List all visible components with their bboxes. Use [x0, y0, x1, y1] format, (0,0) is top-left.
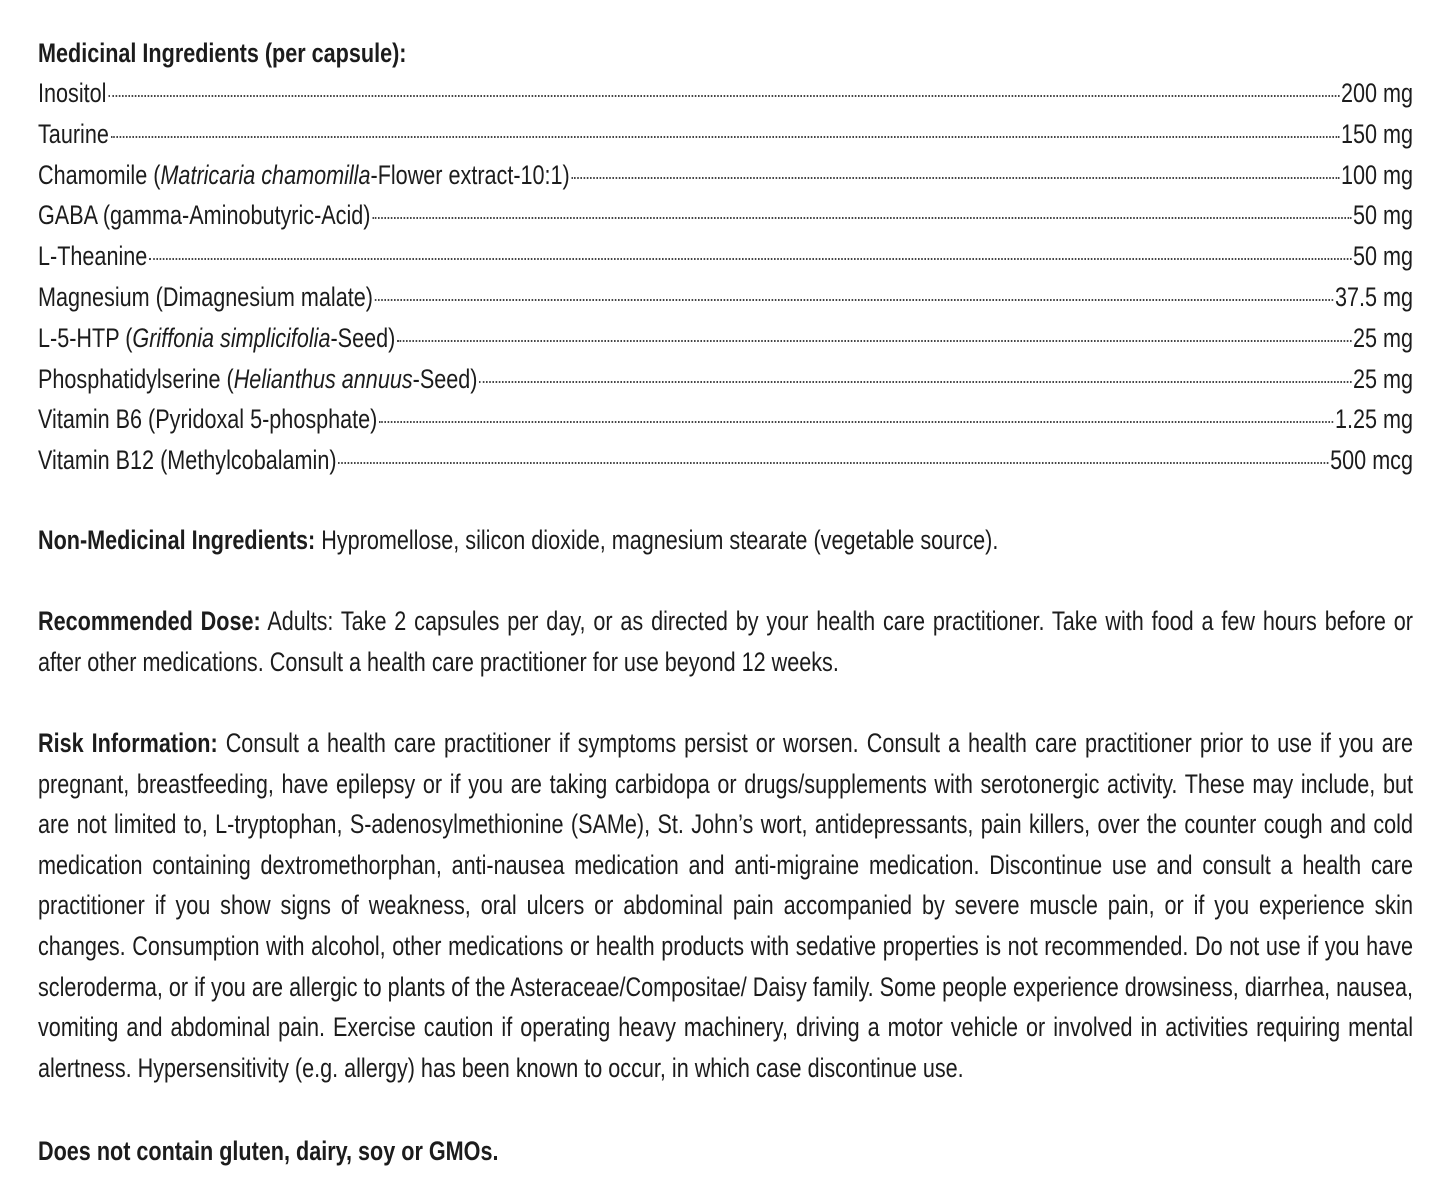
risk-information	[38, 723, 1413, 1088]
medicinal-heading: Medicinal Ingredients (per capsule):	[38, 38, 407, 68]
non-medicinal-label: Non-Medicinal Ingredients:	[38, 525, 316, 555]
dot-leader	[372, 217, 1351, 219]
ingredient-row	[38, 114, 1413, 155]
ingredient-row	[38, 195, 1413, 236]
ingredient-name: Chamomile (Matricaria chamomilla-Flower extract-10:1)	[38, 159, 570, 190]
ingredient-dose: 37.5 mg	[1334, 281, 1413, 312]
ingredient-dose: 25 mg	[1352, 363, 1413, 394]
ingredient-name: Vitamin B6 (Pyridoxal 5-phosphate)	[38, 404, 378, 435]
ingredient-row	[38, 73, 1413, 114]
ingredient-row	[38, 359, 1413, 400]
ingredient-dose: 25 mg	[1352, 322, 1413, 353]
ingredient-row	[38, 399, 1413, 440]
recommended-dose	[38, 601, 1413, 682]
dot-leader	[110, 136, 1339, 138]
ingredient-name: L-Theanine	[38, 241, 148, 272]
dot-leader	[571, 177, 1339, 179]
ingredient-name: GABA (gamma-Aminobutyric-Acid)	[38, 200, 371, 231]
risk-information-label: Risk Information:	[38, 728, 218, 758]
dot-leader	[375, 299, 1334, 301]
ingredient-name: Phosphatidylserine (Helianthus annuus-Seed)	[38, 363, 478, 394]
ingredient-name: Inositol	[38, 78, 107, 108]
dot-leader	[397, 340, 1351, 342]
medicinal-ingredient-list	[38, 73, 1413, 481]
allergen-statement: Does not contain gluten, dairy, soy or GMOs.	[38, 1136, 499, 1166]
ingredient-panel	[38, 33, 1414, 1166]
ingredient-row	[38, 236, 1413, 277]
dot-leader	[379, 421, 1333, 423]
recommended-dose-text: Adults: Take 2 capsules per day, or as directed by your health care practitioner. Take with food a few hours before or after other medications. Consult a health care practitioner for use beyond 12 weeks.	[38, 606, 1414, 677]
ingredient-dose: 50 mg	[1352, 200, 1413, 231]
ingredient-dose: 500 mcg	[1330, 445, 1413, 476]
dot-leader	[149, 258, 1351, 260]
ingredient-row	[38, 277, 1413, 318]
dot-leader	[338, 462, 1328, 464]
ingredient-dose: 150 mg	[1340, 118, 1413, 149]
ingredient-name: Vitamin B12 (Methylcobalamin)	[38, 445, 337, 476]
ingredient-dose: 100 mg	[1340, 159, 1413, 190]
dot-leader	[479, 381, 1351, 383]
ingredient-dose: 200 mg	[1340, 78, 1413, 108]
non-medicinal-text: Hypromellose, silicon dioxide, magnesium stearate (vegetable source).	[315, 525, 999, 555]
risk-information-text: Consult a health care practitioner if symptoms persist or worsen. Consult a health care practitioner prior to use if you are pregnant, breastfeeding, have epilepsy or if you are taking carbidopa or drugs/supplements with serotonergic activity. These may include, but are not limited to, L-tryptophan, S-adenosylmethionine (SAMe), St. John’s wort, antidepressants, pain killers, over the counter cough and cold medication containing dextromethorphan, anti-nausea medication and anti-migraine medication. Discontinue use and consult a health care practitioner if you show signs of weakness, oral ulcers or abdominal pain accompanied by severe muscle pain, or if you experience skin changes. Consumption with alcohol, other medications or health products with sedative properties is not recommended. Do not use if you have scleroderma, or if you are allergic to plants of the Asteraceae/Compositae/ Daisy family. Some people experience drowsiness, diarrhea, nausea, vomiting and abdominal pain. Exercise caution if operating heavy machinery, driving a motor vehicle or involved in activities requiring mental alertness. Hypersensitivity (e.g. allergy) has been known to occur, in which case discontinue use.	[38, 728, 1413, 1083]
ingredient-row	[38, 440, 1413, 481]
ingredient-name: L-5-HTP (Griffonia simplicifolia-Seed)	[38, 322, 396, 353]
ingredient-dose: 50 mg	[1352, 241, 1413, 272]
ingredient-dose: 1.25 mg	[1334, 404, 1413, 435]
recommended-dose-label: Recommended Dose:	[38, 606, 261, 636]
ingredient-name: Taurine	[38, 118, 109, 149]
dot-leader	[108, 95, 1339, 97]
non-medicinal-ingredients	[38, 520, 1413, 561]
ingredient-name: Magnesium (Dimagnesium malate)	[38, 281, 373, 312]
ingredient-row	[38, 318, 1413, 359]
ingredient-row	[38, 155, 1413, 196]
